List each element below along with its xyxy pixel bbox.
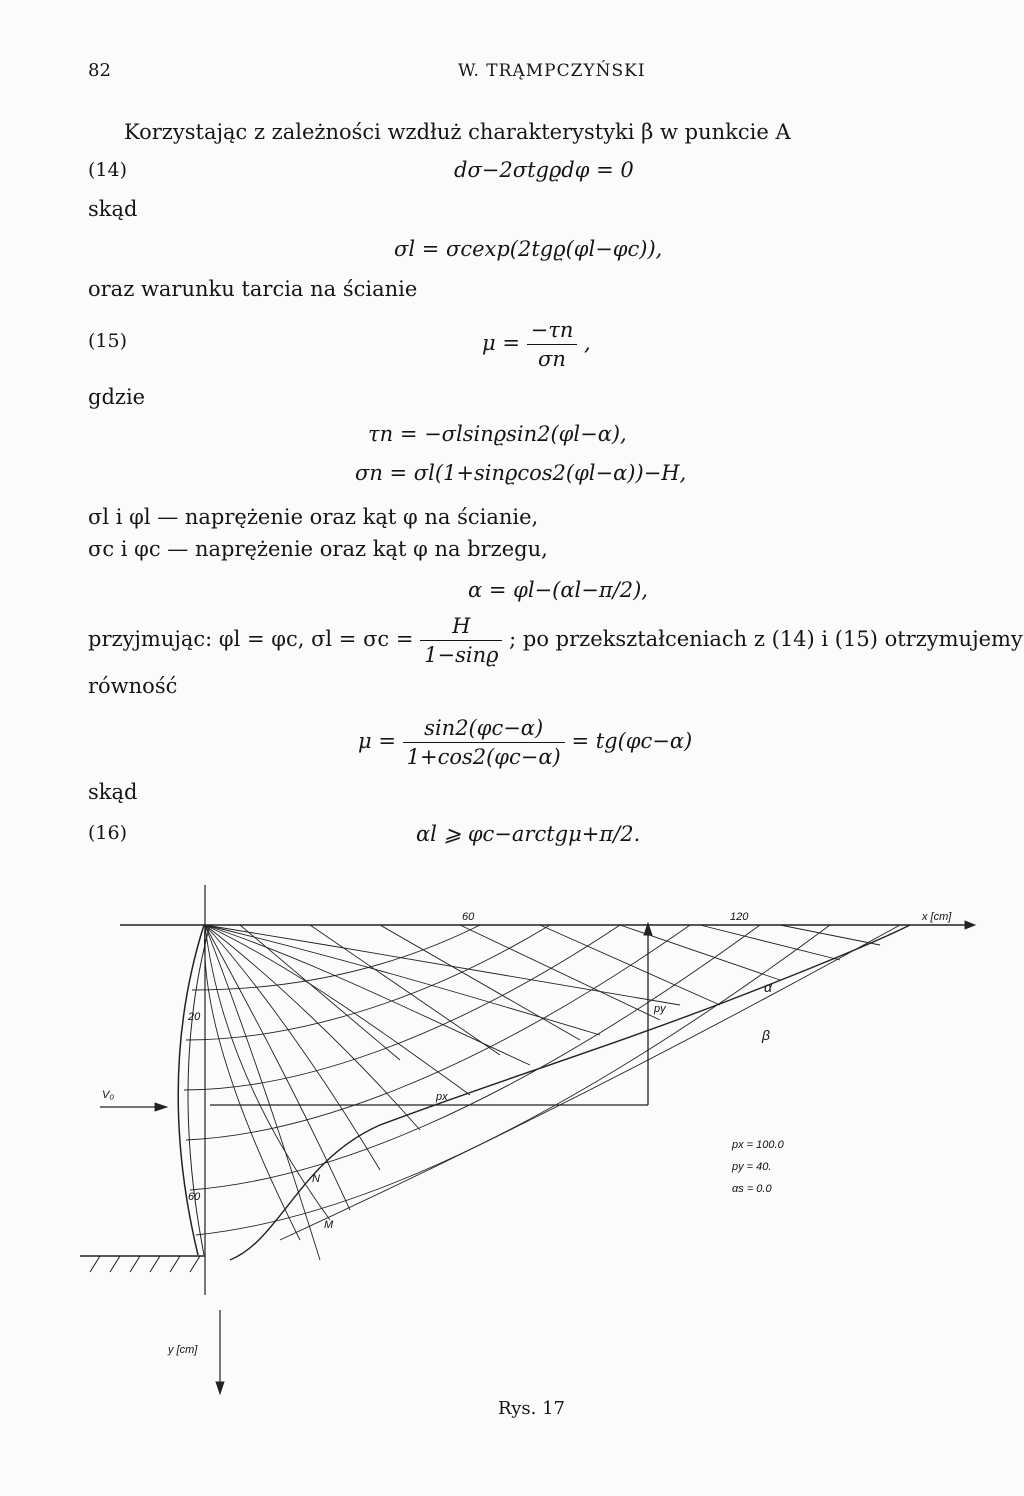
tau-equation: τn = −σlsinϱsin2(φl−α),: [368, 422, 627, 446]
py-label: py: [654, 1003, 666, 1015]
rownosc: równość: [88, 674, 178, 698]
x-axis-arrow: [965, 921, 975, 929]
figure-labels: [102, 911, 952, 1356]
sigma-n-equation: σn = σl(1+sinϱcos2(φl−α))−H,: [355, 461, 687, 485]
oraz-line: oraz warunku tarcia na ścianie: [88, 277, 418, 301]
definition-boundary: σc i φc — naprężenie oraz kąt φ na brzegu,: [88, 537, 548, 561]
legend-px: px = 100.0: [732, 1139, 784, 1151]
y-axis-arrow: [216, 1382, 224, 1394]
characteristics-diagram: [80, 880, 980, 1400]
y-axis-label: y [cm]: [168, 1344, 198, 1356]
skad-1: skąd: [88, 197, 138, 221]
przyjmujac-prefix: przyjmując: φl = φc, σl = σc =: [88, 627, 414, 651]
mu-comma: ,: [584, 331, 591, 355]
page-number: 82: [88, 60, 111, 81]
mu2-fraction: [403, 716, 565, 769]
skad-2: skąd: [88, 780, 138, 804]
h-fraction: [420, 614, 502, 667]
mu-result-equation: [358, 716, 692, 769]
przyjmujac-line: [88, 614, 1023, 667]
beta-label: β: [762, 1027, 770, 1043]
mu-denominator: σn: [538, 347, 566, 371]
mu2-lhs: μ =: [358, 729, 396, 753]
x-tick-60: 60: [462, 911, 475, 923]
mu2-numerator: sin2(φc−α): [403, 716, 565, 743]
v0-arrow-head: [155, 1103, 167, 1111]
figure-caption: Rys. 17: [498, 1398, 565, 1419]
y-tick-20: 20: [188, 1011, 201, 1023]
legend-alpha: αs = 0.0: [732, 1183, 772, 1195]
przyjmujac-suffix: ; po przekształceniach z (14) i (15) otrzymujemy: [509, 627, 1023, 651]
mu-numerator: −τn: [527, 318, 578, 345]
outer-characteristics: [240, 925, 880, 1060]
eq14-label: (14): [88, 159, 128, 181]
h-numerator: H: [420, 614, 502, 641]
eq16-label: (16): [88, 822, 128, 844]
legend-py: py = 40.: [732, 1161, 772, 1173]
mu-fraction: [527, 318, 578, 371]
alpha-equation: α = φl−(αl−π/2),: [468, 578, 648, 602]
alpha-label: α: [764, 979, 772, 995]
x-tick-120: 120: [730, 911, 749, 923]
v0-label: V₀: [102, 1089, 114, 1101]
h-denominator: 1−sinϱ: [424, 643, 499, 667]
mu2-denominator: 1+cos2(φc−α): [406, 745, 561, 769]
intro-paragraph: Korzystając z zależności wzdłuż charakterystyki β w punkcie A: [124, 120, 791, 144]
grid-lines: [80, 885, 975, 1394]
definition-wall: σl i φl — naprężenie oraz kąt φ na ścianie,: [88, 505, 539, 529]
eq14: dσ−2σtgϱdφ = 0: [454, 158, 634, 182]
eq16: αl ⩾ φc−arctgμ+π/2.: [416, 822, 641, 846]
n-label: N: [312, 1173, 320, 1185]
mu-lhs: μ =: [482, 331, 520, 355]
eq15-label: (15): [88, 330, 128, 352]
y-tick-60: 60: [188, 1191, 201, 1203]
px-label: px: [436, 1091, 448, 1103]
mu2-rhs: = tg(φc−α): [571, 729, 693, 753]
sigma-l-equation: σl = σcexp(2tgϱ(φl−φc)),: [394, 237, 663, 261]
eq15: [482, 318, 591, 371]
x-axis-label: x [cm]: [922, 911, 952, 923]
gdzie: gdzie: [88, 385, 146, 409]
m-label: M: [324, 1219, 334, 1231]
running-title: W. TRĄMPCZYŃSKI: [458, 61, 646, 81]
ground-hatch: [90, 1256, 200, 1272]
